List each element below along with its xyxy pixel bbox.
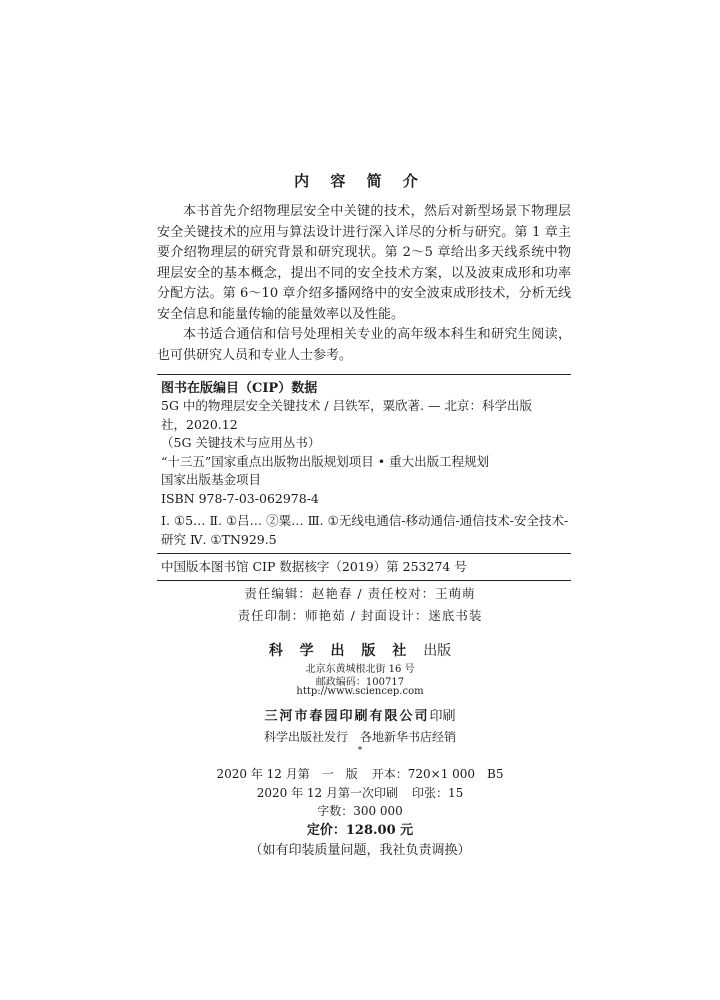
cip-line: “十三五”国家重点出版物出版规划项目 • 重大出版工程规划: [161, 453, 490, 469]
cip-line: （5G 关键技术与应用丛书）: [161, 435, 321, 450]
printer-suffix: 印刷: [429, 709, 456, 724]
cip-bottom-rule: [157, 580, 571, 581]
publisher-suffix: 出版: [423, 643, 452, 659]
publisher-address: 北京东黄城根北街 16 号: [305, 664, 415, 675]
publisher-website: http://www.sciencep.com: [296, 686, 424, 697]
sheet-count: 印张：15: [411, 786, 464, 800]
cip-heading: 图书在版编目（CIP）数据: [161, 381, 318, 396]
cip-middle-rule: [157, 553, 571, 554]
cip-line: 5G 中的物理层安全关键技术 / 吕铁军，粟欣著. — 北京：科学出版: [161, 398, 532, 413]
printing-line: [0, 784, 720, 801]
postal-code: 邮政编码：100717: [315, 677, 405, 688]
quality-note: （如有印装质量问题，我社负责调换）: [249, 843, 471, 858]
word-count: 字数：300 000: [317, 804, 403, 818]
printer-name: 三河市春园印刷有限公司: [264, 709, 430, 724]
publisher-name: 科 学 出 版 社: [268, 643, 413, 659]
price: 定价：128.00 元: [306, 823, 414, 838]
edition-line: [0, 765, 720, 782]
credits-print-line: 责任印制：师艳茹 / 封面设计：迷底书装: [237, 608, 483, 623]
printer-line: [0, 705, 720, 724]
printing-date: 2020 年 12 月第一次印刷: [256, 786, 398, 800]
edition-date: 2020 年 12 月第 一 版: [216, 767, 358, 781]
cip-line: 国家出版基金项目: [161, 472, 262, 487]
summary-title: 内 容 简 介: [294, 172, 426, 190]
summary-paragraph: 本书首先介绍物理层安全中关键的技术，然后对新型场景下物理层安全关键技术的应用与算法设计进行深入详尽的分析与研究。第 1 章主要介绍物理层的研究背景和研究现状。第 2～5 章给出多天线系统中物理层安全的基本概念，提出不同的安全技术方案，以及波束成形和功率分配方法。第 6～10 章介绍多播网络中的安全波束成形技术，分析无线安全信息和能量传输的能量效率以及性能。: [157, 204, 571, 322]
format-size: 开本：720×1 000 B5: [371, 767, 504, 781]
summary-abstract: [157, 202, 571, 366]
credits-editor-line: 责任编辑：赵艳春 / 责任校对：王萌萌: [244, 586, 476, 601]
divider-star: *: [357, 746, 363, 756]
cip-top-rule: [157, 374, 571, 375]
publisher-line: [0, 640, 720, 660]
cip-record-number: 中国版本图书馆 CIP 数据核字（2019）第 253274 号: [161, 559, 467, 574]
summary-paragraph: 本书适合通信和信号处理相关专业的高年级本科生和研究生阅读，也可供研究人员和专业人士参考。: [157, 327, 571, 363]
cip-classification: Ⅰ. ①5… Ⅱ. ①吕… ②粟… Ⅲ. ①无线电通信-移动通信-通信技术-安全技术-研究 Ⅳ. ①TN929.5: [161, 513, 569, 547]
distribution-line: 科学出版社发行 各地新华书店经销: [263, 730, 456, 744]
cip-block: [161, 397, 571, 549]
cip-line: 社，2020.12: [161, 416, 238, 432]
cip-isbn: ISBN 978-7-03-062978-4: [161, 490, 319, 506]
